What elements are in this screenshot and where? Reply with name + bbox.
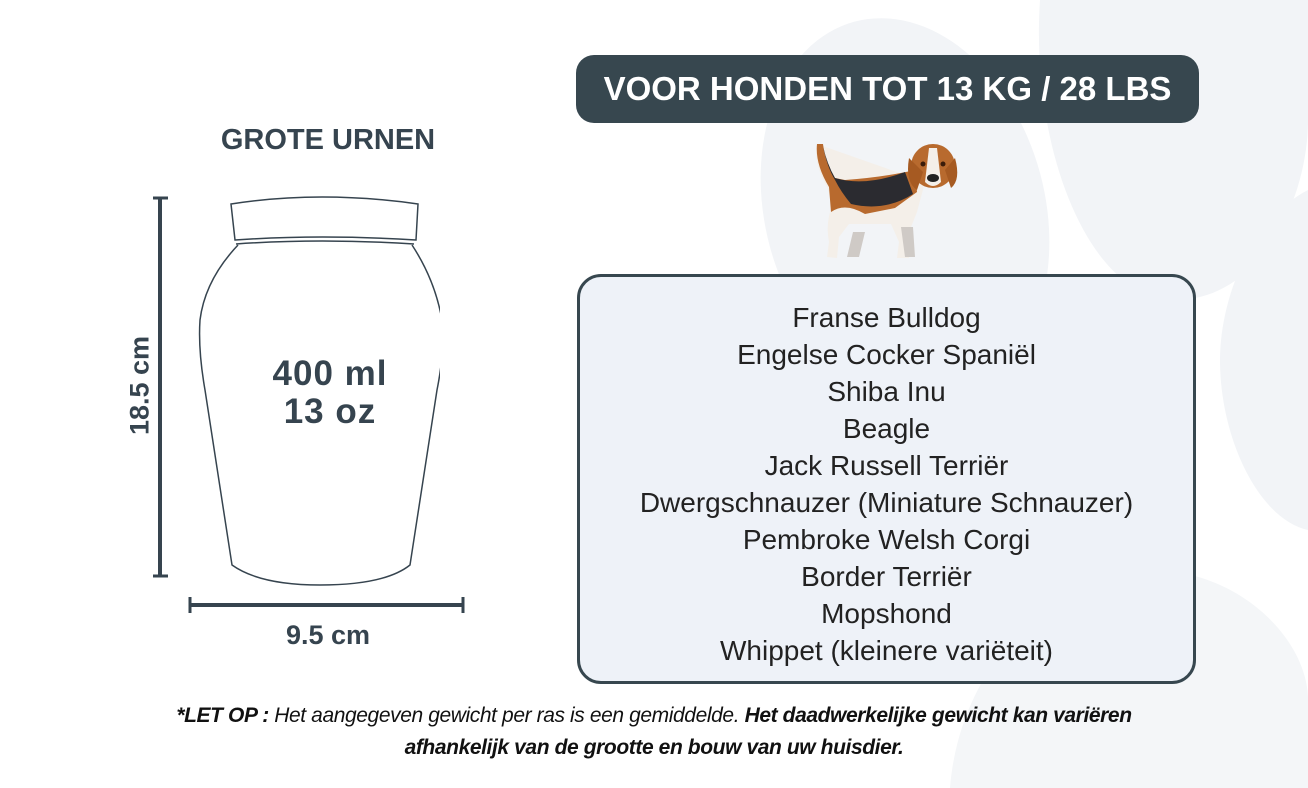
beagle-icon	[805, 132, 965, 267]
title-text: VOOR HONDEN TOT 13 KG / 28 LBS	[603, 70, 1172, 107]
volume-oz: 13 oz	[283, 392, 377, 431]
breed-item: Beagle	[842, 413, 931, 444]
breed-item: Shiba Inu	[827, 376, 946, 407]
breed-list	[580, 299, 1193, 669]
weight-class-title	[576, 55, 1199, 123]
width-dimension-line	[185, 595, 470, 619]
note-text: Het aangegeven gewicht per ras is een gemiddelde.	[268, 704, 745, 727]
breed-item: Pembroke Welsh Corgi	[742, 524, 1031, 555]
urn-title: GROTE URNEN	[220, 124, 436, 156]
urn-capacity	[230, 355, 430, 431]
breed-list-box	[577, 274, 1196, 684]
breed-item: Dwergschnauzer (Miniature Schnauzer)	[639, 487, 1134, 518]
breed-item: Engelse Cocker Spaniël	[737, 339, 1036, 370]
disclaimer-note	[150, 700, 1158, 764]
width-label: 9.5 cm	[285, 620, 371, 650]
breed-item: Franse Bulldog	[792, 302, 981, 333]
breed-item: Jack Russell Terriër	[764, 450, 1009, 481]
volume-ml: 400 ml	[272, 354, 388, 393]
height-label: 18.5 cm	[124, 335, 155, 436]
breed-item: Mopshond	[821, 598, 952, 629]
breed-item: Whippet (kleinere variëteit)	[719, 635, 1054, 666]
note-prefix: *LET OP :	[176, 704, 269, 727]
note-bold-text: Het daadwerkelijke gewicht kan variëren afhankelijk van de grootte en bouw van uw huisdier.	[404, 704, 1132, 759]
breed-item: Border Terriër	[801, 561, 972, 592]
